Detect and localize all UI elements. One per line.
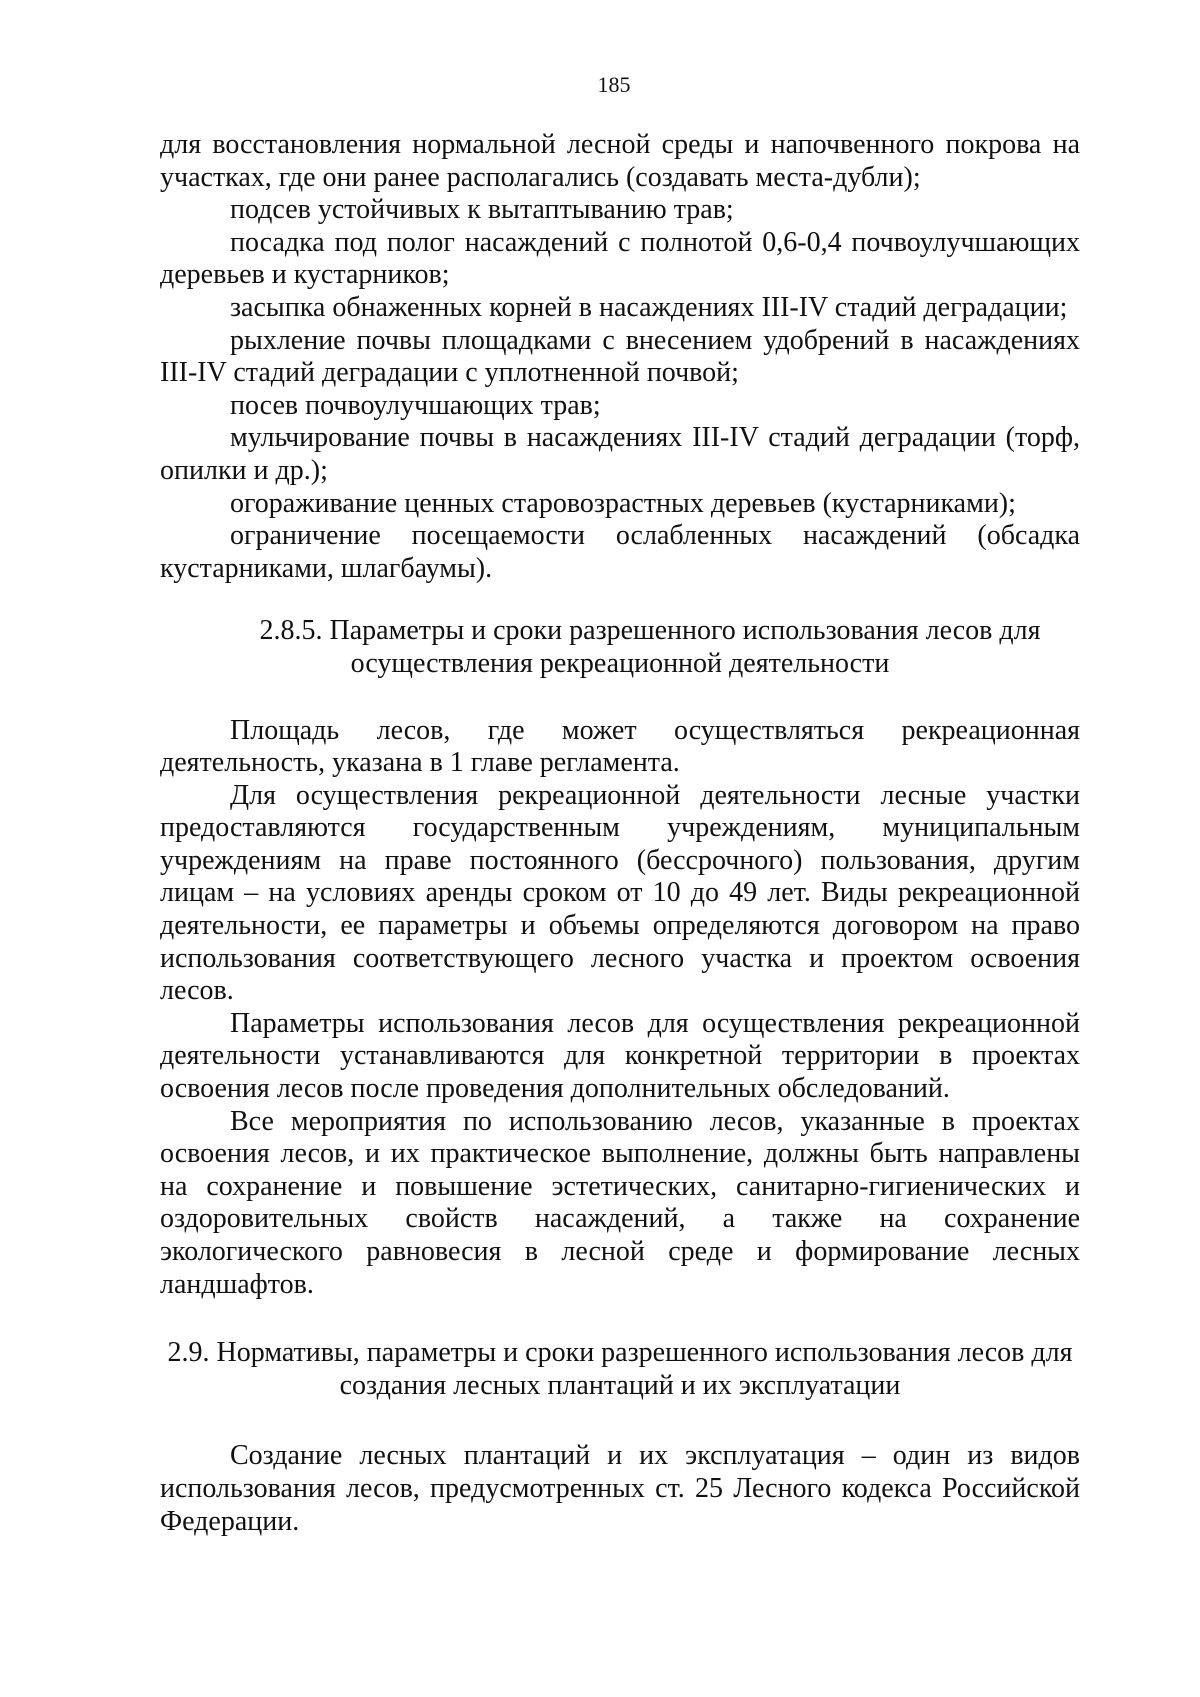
section-heading-2-8-5	[160, 615, 1080, 680]
heading-line: осуществления рекреационной деятельности	[350, 647, 890, 679]
list-item: засыпка обнаженных корней в насаждениях III-IV стадий деградации;	[230, 291, 1068, 323]
paragraph: Все мероприятия по использованию лесов, указанные в проектах освоения лесов, и их практическое выполнение, должны быть направлены на сохранение и повышение эстетических, санитарно-гигиенических и оздоровительных свойств насаждений, а также на сохранение экологического равновесия в лесной среде и формирование лесных ландшафтов.	[160, 1105, 1080, 1300]
page-number: 185	[597, 72, 631, 97]
paragraph: Создание лесных плантаций и их эксплуатация – один из видов использования лесов, предусмотренных ст. 25 Лесного кодекса Российской Федерации.	[160, 1440, 1080, 1537]
paragraph: Параметры использования лесов для осуществления рекреационной деятельности устанавливаются для конкретной территории в проектах освоения лесов после проведения дополнительных обследований.	[160, 1007, 1080, 1105]
list-item: посадка под полог насаждений с полнотой 0,6-0,4 почвоулучшающих деревьев и кустарников;	[160, 226, 1080, 291]
list-item: ограничение посещаемости ослабленных насаждений (обсадка кустарниками, шлагбаумы).	[160, 520, 1080, 584]
list-item: мульчирование почвы в насаждениях III-IV стадий деградации (торф, опилки и др.);	[160, 422, 1080, 486]
heading-line: 2.8.5. Параметры и сроки разрешенного использования лесов для	[259, 615, 1041, 647]
heading-line: 2.9. Нормативы, параметры и сроки разрешенного использования лесов для	[167, 1337, 1073, 1369]
list-item: подсев устойчивых к вытаптыванию трав;	[230, 194, 734, 226]
section-heading-2-9	[160, 1337, 1080, 1402]
paragraph-intro: для восстановления нормальной лесной среды и напочвенного покрова на участках, где они ранее располагались (создавать места-дубли);	[160, 129, 1080, 193]
paragraph: Площадь лесов, где может осуществляться рекреационная деятельность, указана в 1 главе регламента.	[160, 714, 1080, 779]
list-item: рыхление почвы площадками с внесением удобрений в насаждениях III-IV стадий деградации с уплотненной почвой;	[160, 324, 1080, 389]
list-item: посев почвоулучшающих трав;	[230, 389, 601, 421]
heading-line: создания лесных плантаций и их эксплуатации	[339, 1369, 901, 1401]
list-item: огораживание ценных старовозрастных деревьев (кустарниками);	[230, 487, 1016, 519]
document-body	[160, 129, 1080, 1538]
paragraph: Для осуществления рекреационной деятельности лесные участки предоставляются государственным учреждениям, муниципальным учреждениям на праве постоянного (бессрочного) пользования, другим лицам – на условиях аренды сроком от 10 до 49 лет. Виды рекреационной деятельности, ее параметры и объемы определяются договором на право использования соответствующего лесного участка и проектом освоения лесов.	[160, 779, 1080, 1007]
